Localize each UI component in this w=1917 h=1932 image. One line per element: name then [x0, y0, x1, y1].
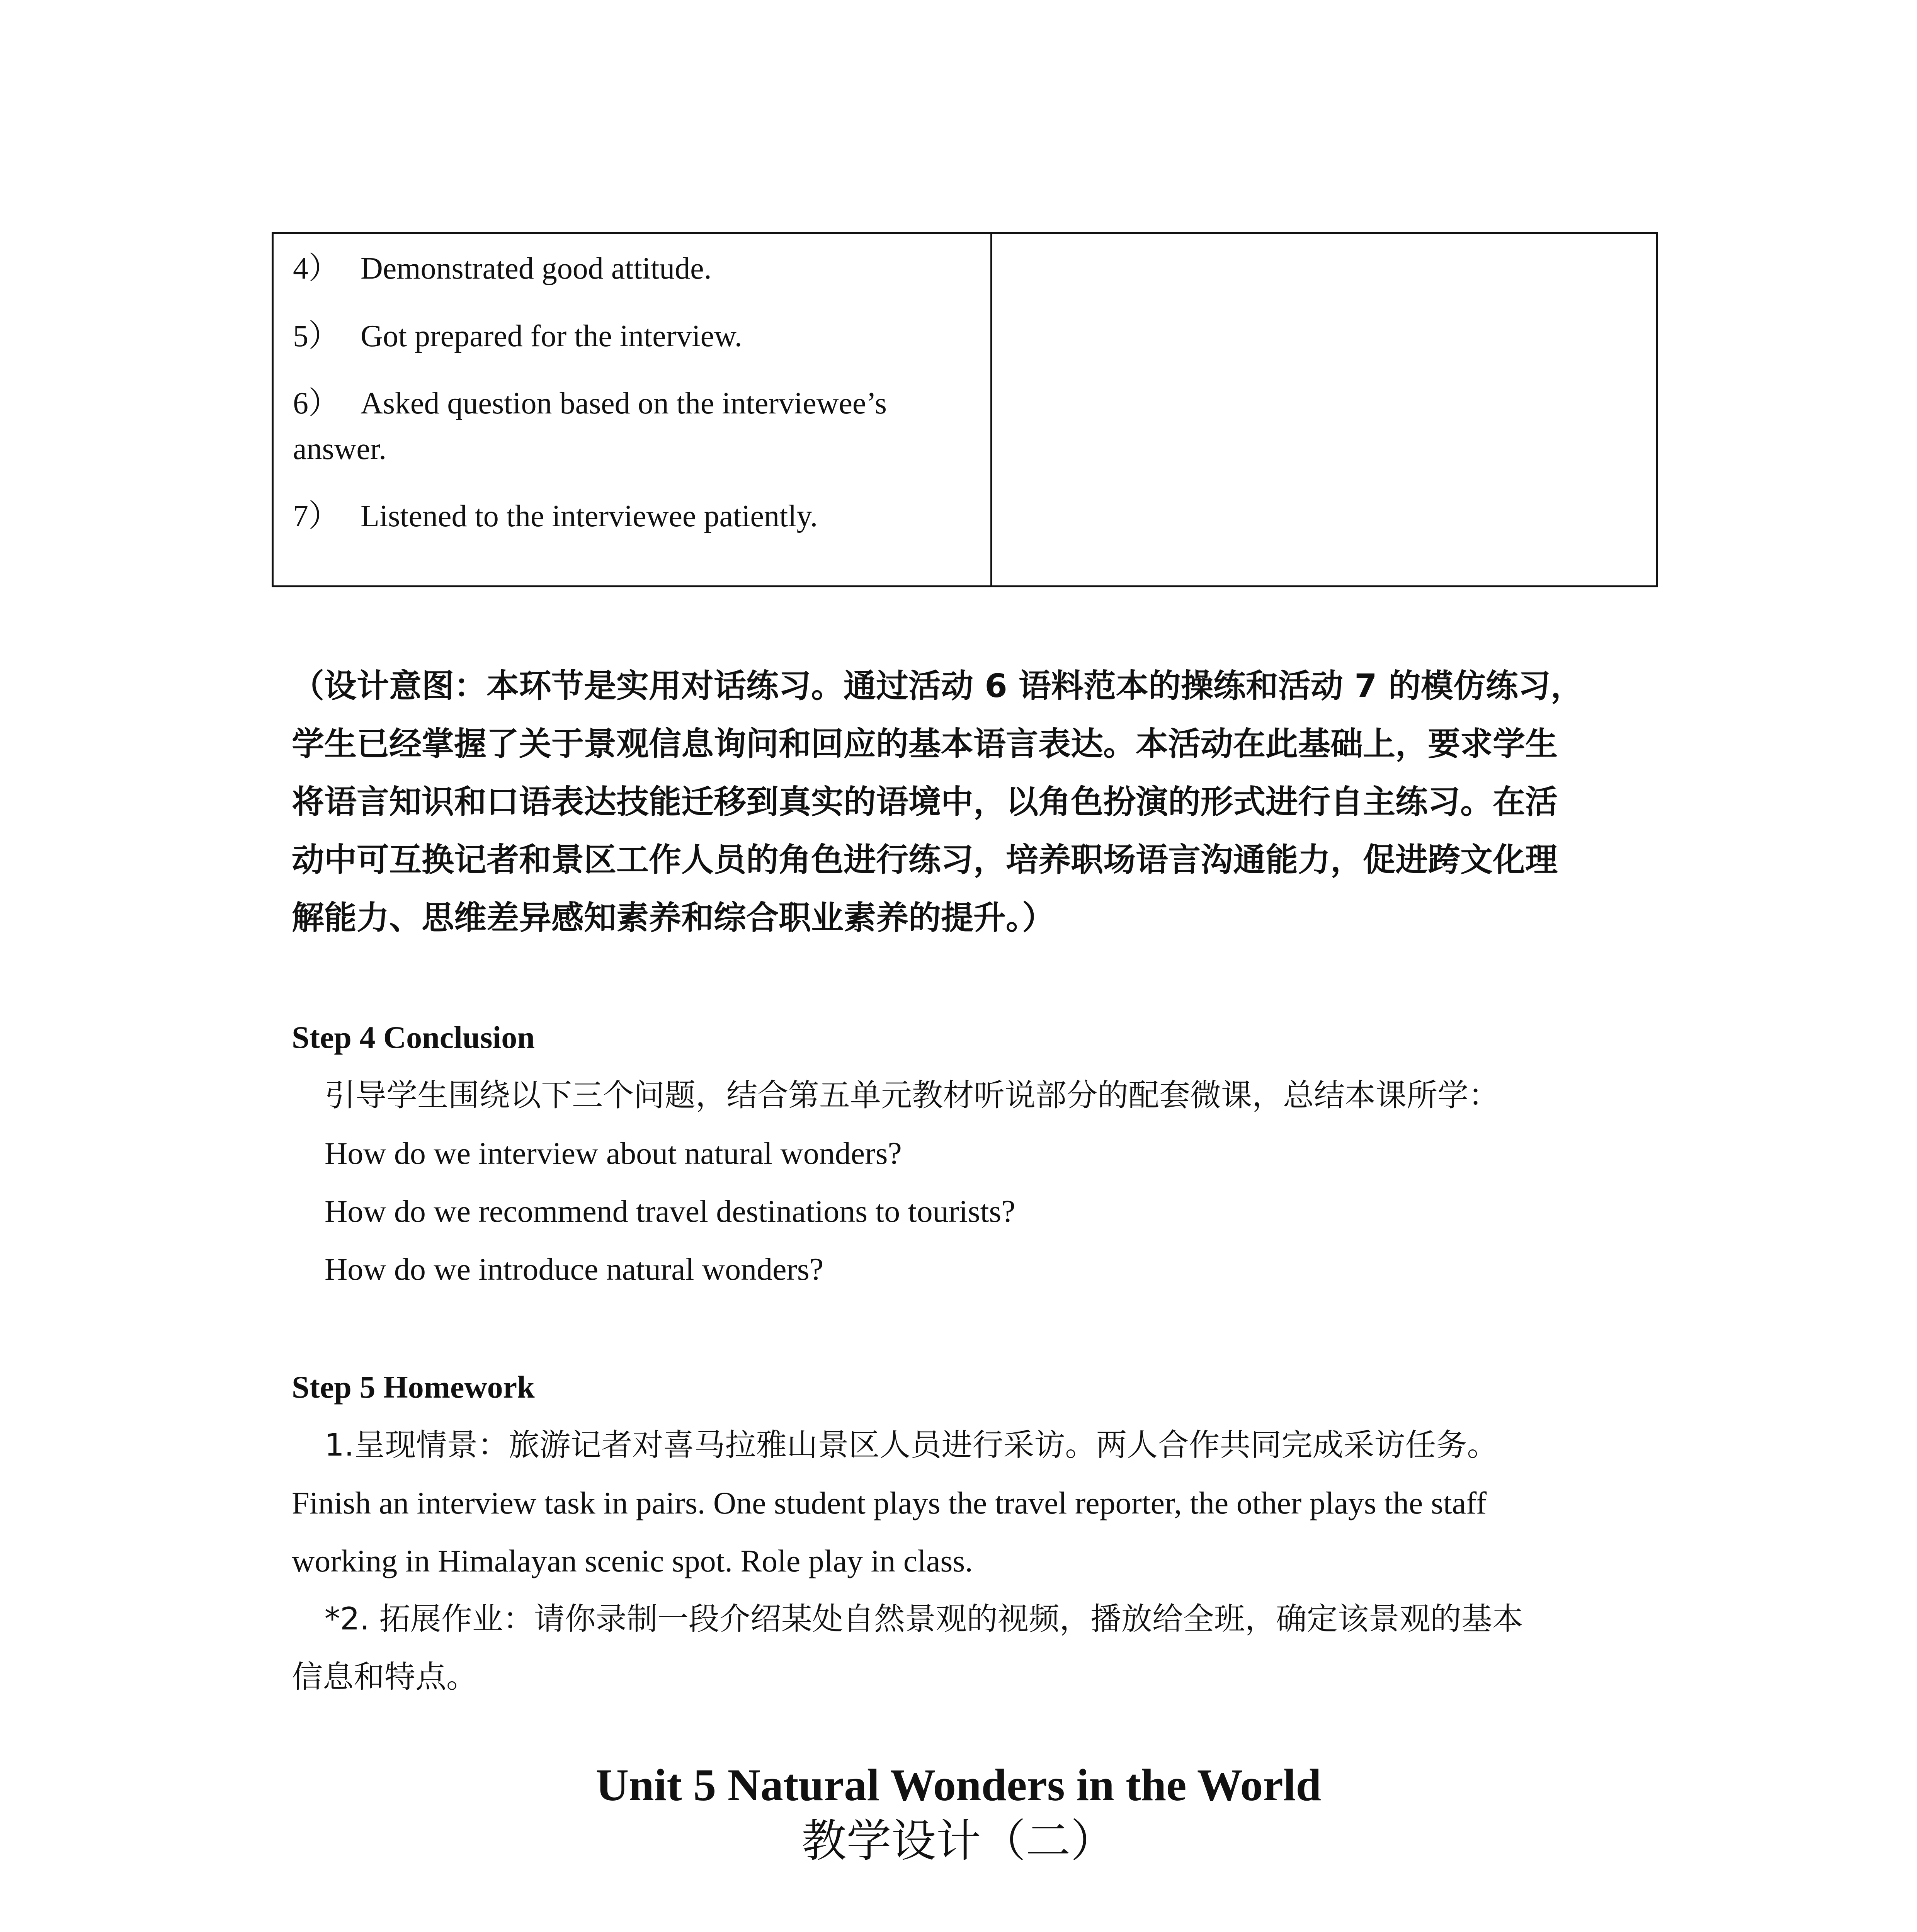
step4-section	[292, 1009, 1644, 1298]
step4-question: How do we interview about natural wonders?	[325, 1136, 902, 1171]
item-number: 5）	[293, 319, 339, 353]
list-item	[293, 381, 975, 472]
item-text: Demonstrated good attitude.	[361, 252, 712, 286]
list-item	[293, 313, 975, 359]
item-text-continued: answer.	[293, 432, 387, 466]
unit-subtitle: 教学设计（二）	[801, 1815, 1116, 1867]
homework-item-2-cont: 信息和特点。	[292, 1659, 477, 1695]
intent-line: 动中可互换记者和景区工作人员的角色进行练习，培养职场语言沟通能力，促进跨文化理	[292, 841, 1558, 879]
intent-line: 学生已经掌握了关于景观信息询问和回应的基本语言表达。本活动在此基础上，要求学生	[292, 725, 1558, 763]
intent-line: 解能力、思维差异感知素养和综合职业素养的提升。）	[292, 899, 1055, 937]
list-item	[293, 493, 975, 539]
item-number: 7）	[293, 499, 339, 533]
step5-section	[292, 1358, 1644, 1706]
step4-question: How do we introduce natural wonders?	[325, 1252, 824, 1287]
item-text: Got prepared for the interview.	[361, 319, 742, 353]
table-criteria-cell	[274, 234, 992, 585]
item-text: Listened to the interviewee patiently.	[361, 499, 818, 533]
homework-item-1-en-cont: working in Himalayan scenic spot. Role play in class.	[292, 1543, 973, 1578]
step4-heading: Step 4 Conclusion	[292, 1020, 535, 1055]
item-number: 4）	[293, 252, 339, 286]
evaluation-table	[272, 232, 1658, 587]
step5-heading: Step 5 Homework	[292, 1369, 535, 1405]
intent-line: （设计意图：本环节是实用对话练习。通过活动 6 语料范本的操练和活动 7 的模仿练习，	[292, 667, 1583, 705]
item-number: 6）	[293, 386, 339, 420]
homework-item-2: *2. 拓展作业：请你录制一段介绍某处自然景观的视频，播放给全班，确定该景观的基本	[325, 1601, 1523, 1637]
item-text: Asked question based on the interviewee’s	[361, 386, 887, 420]
intent-line: 将语言知识和口语表达技能迁移到真实的语境中，以角色扮演的形式进行自主练习。在活	[292, 783, 1558, 821]
step4-question: How do we recommend travel destinations to tourists?	[325, 1194, 1015, 1229]
table-empty-cell	[992, 234, 1656, 585]
unit-title: Unit 5 Natural Wonders in the World	[595, 1760, 1322, 1810]
homework-item-1-en: Finish an interview task in pairs. One student plays the travel reporter, the other plays the staff	[292, 1485, 1487, 1520]
list-item	[293, 245, 975, 292]
step4-intro: 引导学生围绕以下三个问题，结合第五单元教材听说部分的配套微课，总结本课所学：	[325, 1077, 1499, 1113]
homework-item-1: 1.呈现情景：旅游记者对喜马拉雅山景区人员进行采访。两人合作共同完成采访任务。	[325, 1427, 1498, 1463]
lesson-title	[0, 1926, 1917, 1932]
design-intent-paragraph	[292, 657, 1644, 947]
